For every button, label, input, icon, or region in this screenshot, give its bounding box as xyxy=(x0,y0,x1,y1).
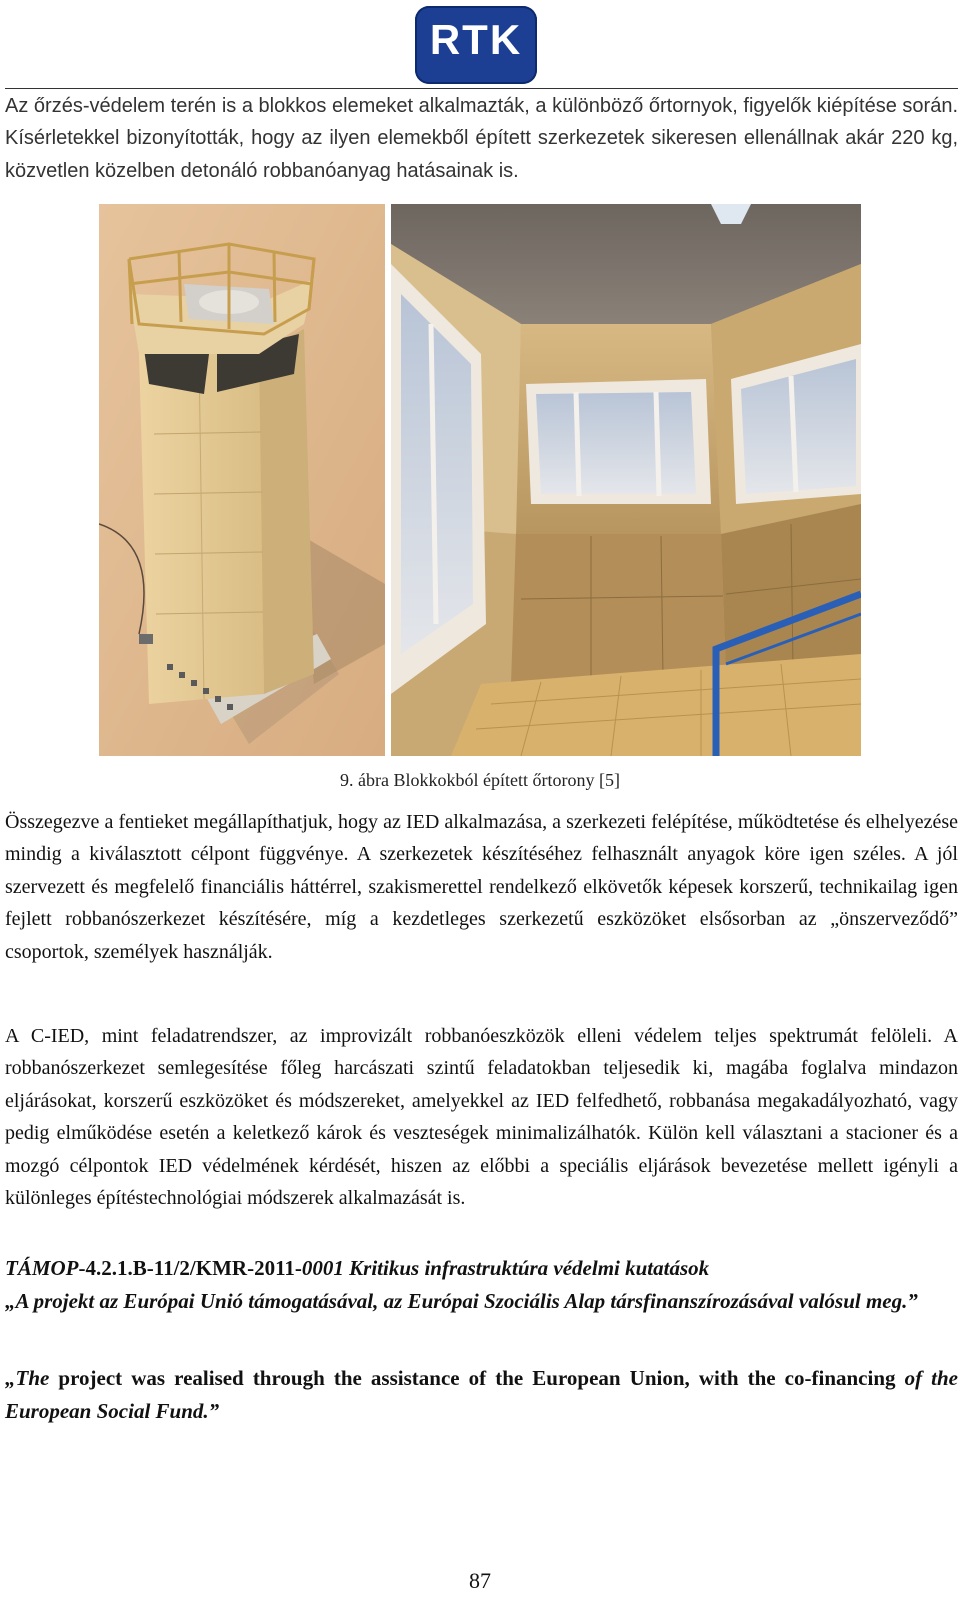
logo-text: RTK xyxy=(429,16,523,63)
funding-en-end: of the European Social Fund.” xyxy=(5,1366,958,1423)
funding-en xyxy=(5,1362,958,1428)
page-header xyxy=(0,0,960,92)
figure-caption: 9. ábra Blokkokból épített őrtorony [5] xyxy=(340,770,620,790)
page-number: 87 xyxy=(469,1568,491,1593)
project-id-number: -4.2.1.B-11/2/KMR-2011- xyxy=(78,1256,302,1280)
project-id-suffix: 0001 xyxy=(301,1256,344,1280)
tower-interior-photo xyxy=(391,204,861,756)
paragraph-summary: Összegezve a fentieket megállapíthatjuk, hogy az IED alkalmazása, a szerkezeti felépítése, működtetése és elhelyezése mindig a kiválasztott célpont függvénye. A szerkezetek készítéséhez felhasznált anyagok köre igen széles. A jól szervezett és megfelelő financiális háttérrel, szakismerettel rendelkező elkövetők képesek korszerű, technikailag igen fejlett robbanószerkezet készítésére, míg a kezdetleges szerkezetű eszközöket elsősorban az „önszerveződő” csoportok, személyek használják. xyxy=(5,811,958,963)
watchtower-photo xyxy=(99,204,385,756)
paragraph-intro: Az őrzés-védelem terén is a blokkos elemeket alkalmazták, a különböző őrtornyok, figyelők kiépítése során. Kísérletekkel bizonyították, hogy az ilyen elemekből épített szerkezetek sikeresen ellenállnak akár 220 kg, közvetlen közelben detonáló robbanóanyag hatásainak is. xyxy=(5,95,958,182)
funding-statement-hu: „A projekt az Európai Unió támogatásával, az Európai Szociális Alap társfinanszírozásával valósul meg.” xyxy=(5,1289,918,1313)
paragraph-c-ied: A C-IED, mint feladatrendszer, az improvizált robbanóeszközök elleni védelem teljes spektrumát felöleli. A robbanószerkezet semlegesítése főleg harcászati szintű feladatokban teljesedik ki, magába foglalva mindazon eljárásokat, korszerű eszközöket és módszereket, amelyekkel az IED felfedhető, robbanása megakadályozható, vagy pedig elműködése esetén a keletkező károk és veszteségek minimalizálhatók. Külön kell választani a stacioner és a mozgó célpontok IED védelmének kérdését, hiszen az előbbi a speciális eljárások bevezetése mellett igényli a különleges építéstechnológiai módszerek alkalmazását is. xyxy=(5,1025,958,1210)
funding-en-start: „The xyxy=(5,1366,50,1390)
funding-en-mid: project was realised through the assistance of the European Union, with the co-financing xyxy=(49,1366,905,1390)
figure-watchtower xyxy=(99,204,861,756)
header-rule xyxy=(5,88,958,89)
project-title: Kritikus infrastruktúra védelmi kutatások xyxy=(343,1256,710,1280)
rtk-logo xyxy=(415,6,537,84)
project-id-prefix: TÁMOP xyxy=(5,1256,79,1280)
funding-hu xyxy=(5,1252,958,1318)
